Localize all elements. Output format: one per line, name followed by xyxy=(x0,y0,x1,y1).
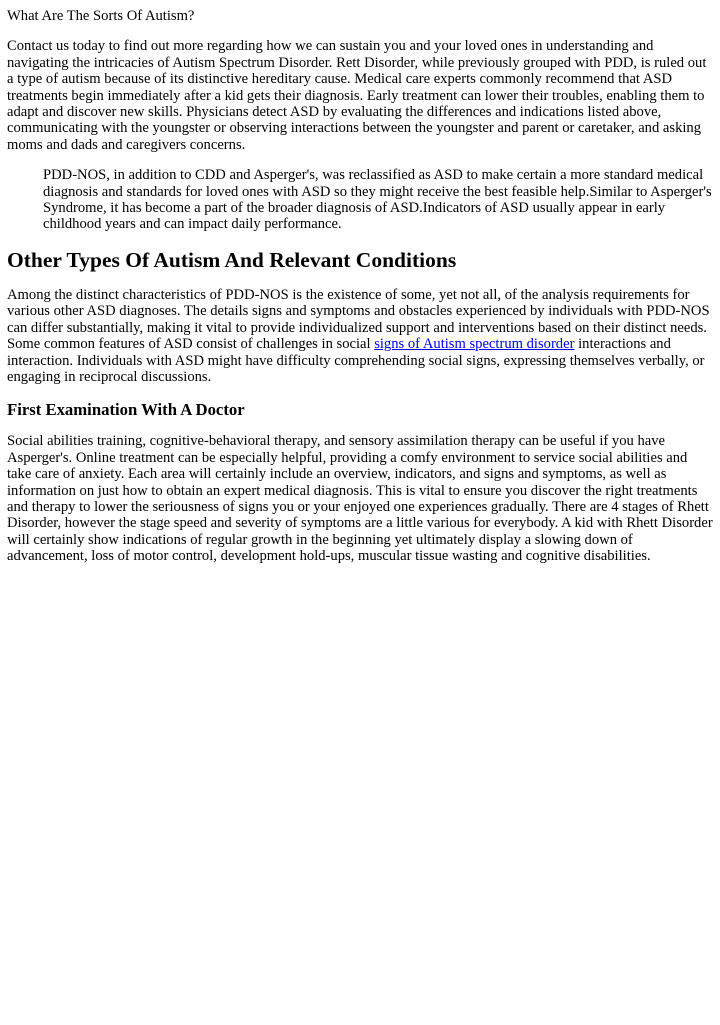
indented-quote: PDD-NOS, in addition to CDD and Asperger's, was reclassified as ASD to make certain a more standard medical diagnosis and standards for loved ones with ASD so they might receive the best feasible help.Similar to Asperger's Syndrome, it has become a part of the broader diagnosis of ASD.Indicators of ASD usually appear in early childhood years and can impact daily performance. xyxy=(43,167,712,233)
autism-signs-link[interactable]: signs of Autism spectrum disorder xyxy=(374,336,575,353)
intro-paragraph: Contact us today to find out more regarding how we can sustain you and your loved ones in understanding and navigating the intricacies of Autism Spectrum Disorder. Rett Disorder, while previously grouped with PDD, is ruled out a type of autism because of its distinctive hereditary cause. Medical care experts commonly recommend that ASD treatments begin immediately after a kid gets their diagnosis. Early treatment can lower their troubles, enabling them to adapt and discover new skills. Physicians detect ASD by evaluating the differences and indications listed above, communicating with the youngster or observing interactions between the youngster and parent or caretaker, and asking moms and dads and caregivers concerns. xyxy=(7,38,707,153)
section-heading-first-examination: First Examination With A Doctor xyxy=(7,400,245,420)
section-1-paragraph xyxy=(7,287,713,385)
section-2-paragraph: Social abilities training, cognitive-behavioral therapy, and sensory assimilation therapy can be useful if you have Asperger's. Online treatment can be especially helpful, providing a comfy environment to service social abilities and take care of anxiety. Each area will certainly include an overview, indicators, and signs and symptoms, as well as information on just how to obtain an expert medical diagnosis. This is vital to ensure you discover the right treatments and therapy to lower the seriousness of signs you or your enjoyed one experiences gradually. There are 4 stages of Rhett Disorder, however the stage speed and severity of symptoms are a little various for everybody. A kid with Rhett Disorder will certainly show indications of regular growth in the beginning yet ultimately display a slowing down of advancement, loss of motor control, development hold-ups, muscular tissue wasting and cognitive disabilities. xyxy=(7,433,713,565)
section-1-text-after-link: interactions and interaction. Individuals with ASD might have difficulty comprehending social signs, expressing themselves verbally, or engaging in reciprocal discussions. xyxy=(7,336,705,385)
section-1-text-before-link: Among the distinct characteristics of PDD-NOS is the existence of some, yet not all, of the analysis requirements for various other ASD diagnoses. The details signs and symptoms and obstacles experienced by individuals with PDD-NOS can differ substantially, making it vital to provide individualized support and interventions based on their distinct needs. Some common features of ASD consist of challenges in social xyxy=(7,286,710,353)
section-heading-other-types: Other Types Of Autism And Relevant Conditions xyxy=(7,247,457,272)
page-title: What Are The Sorts Of Autism? xyxy=(7,8,195,24)
